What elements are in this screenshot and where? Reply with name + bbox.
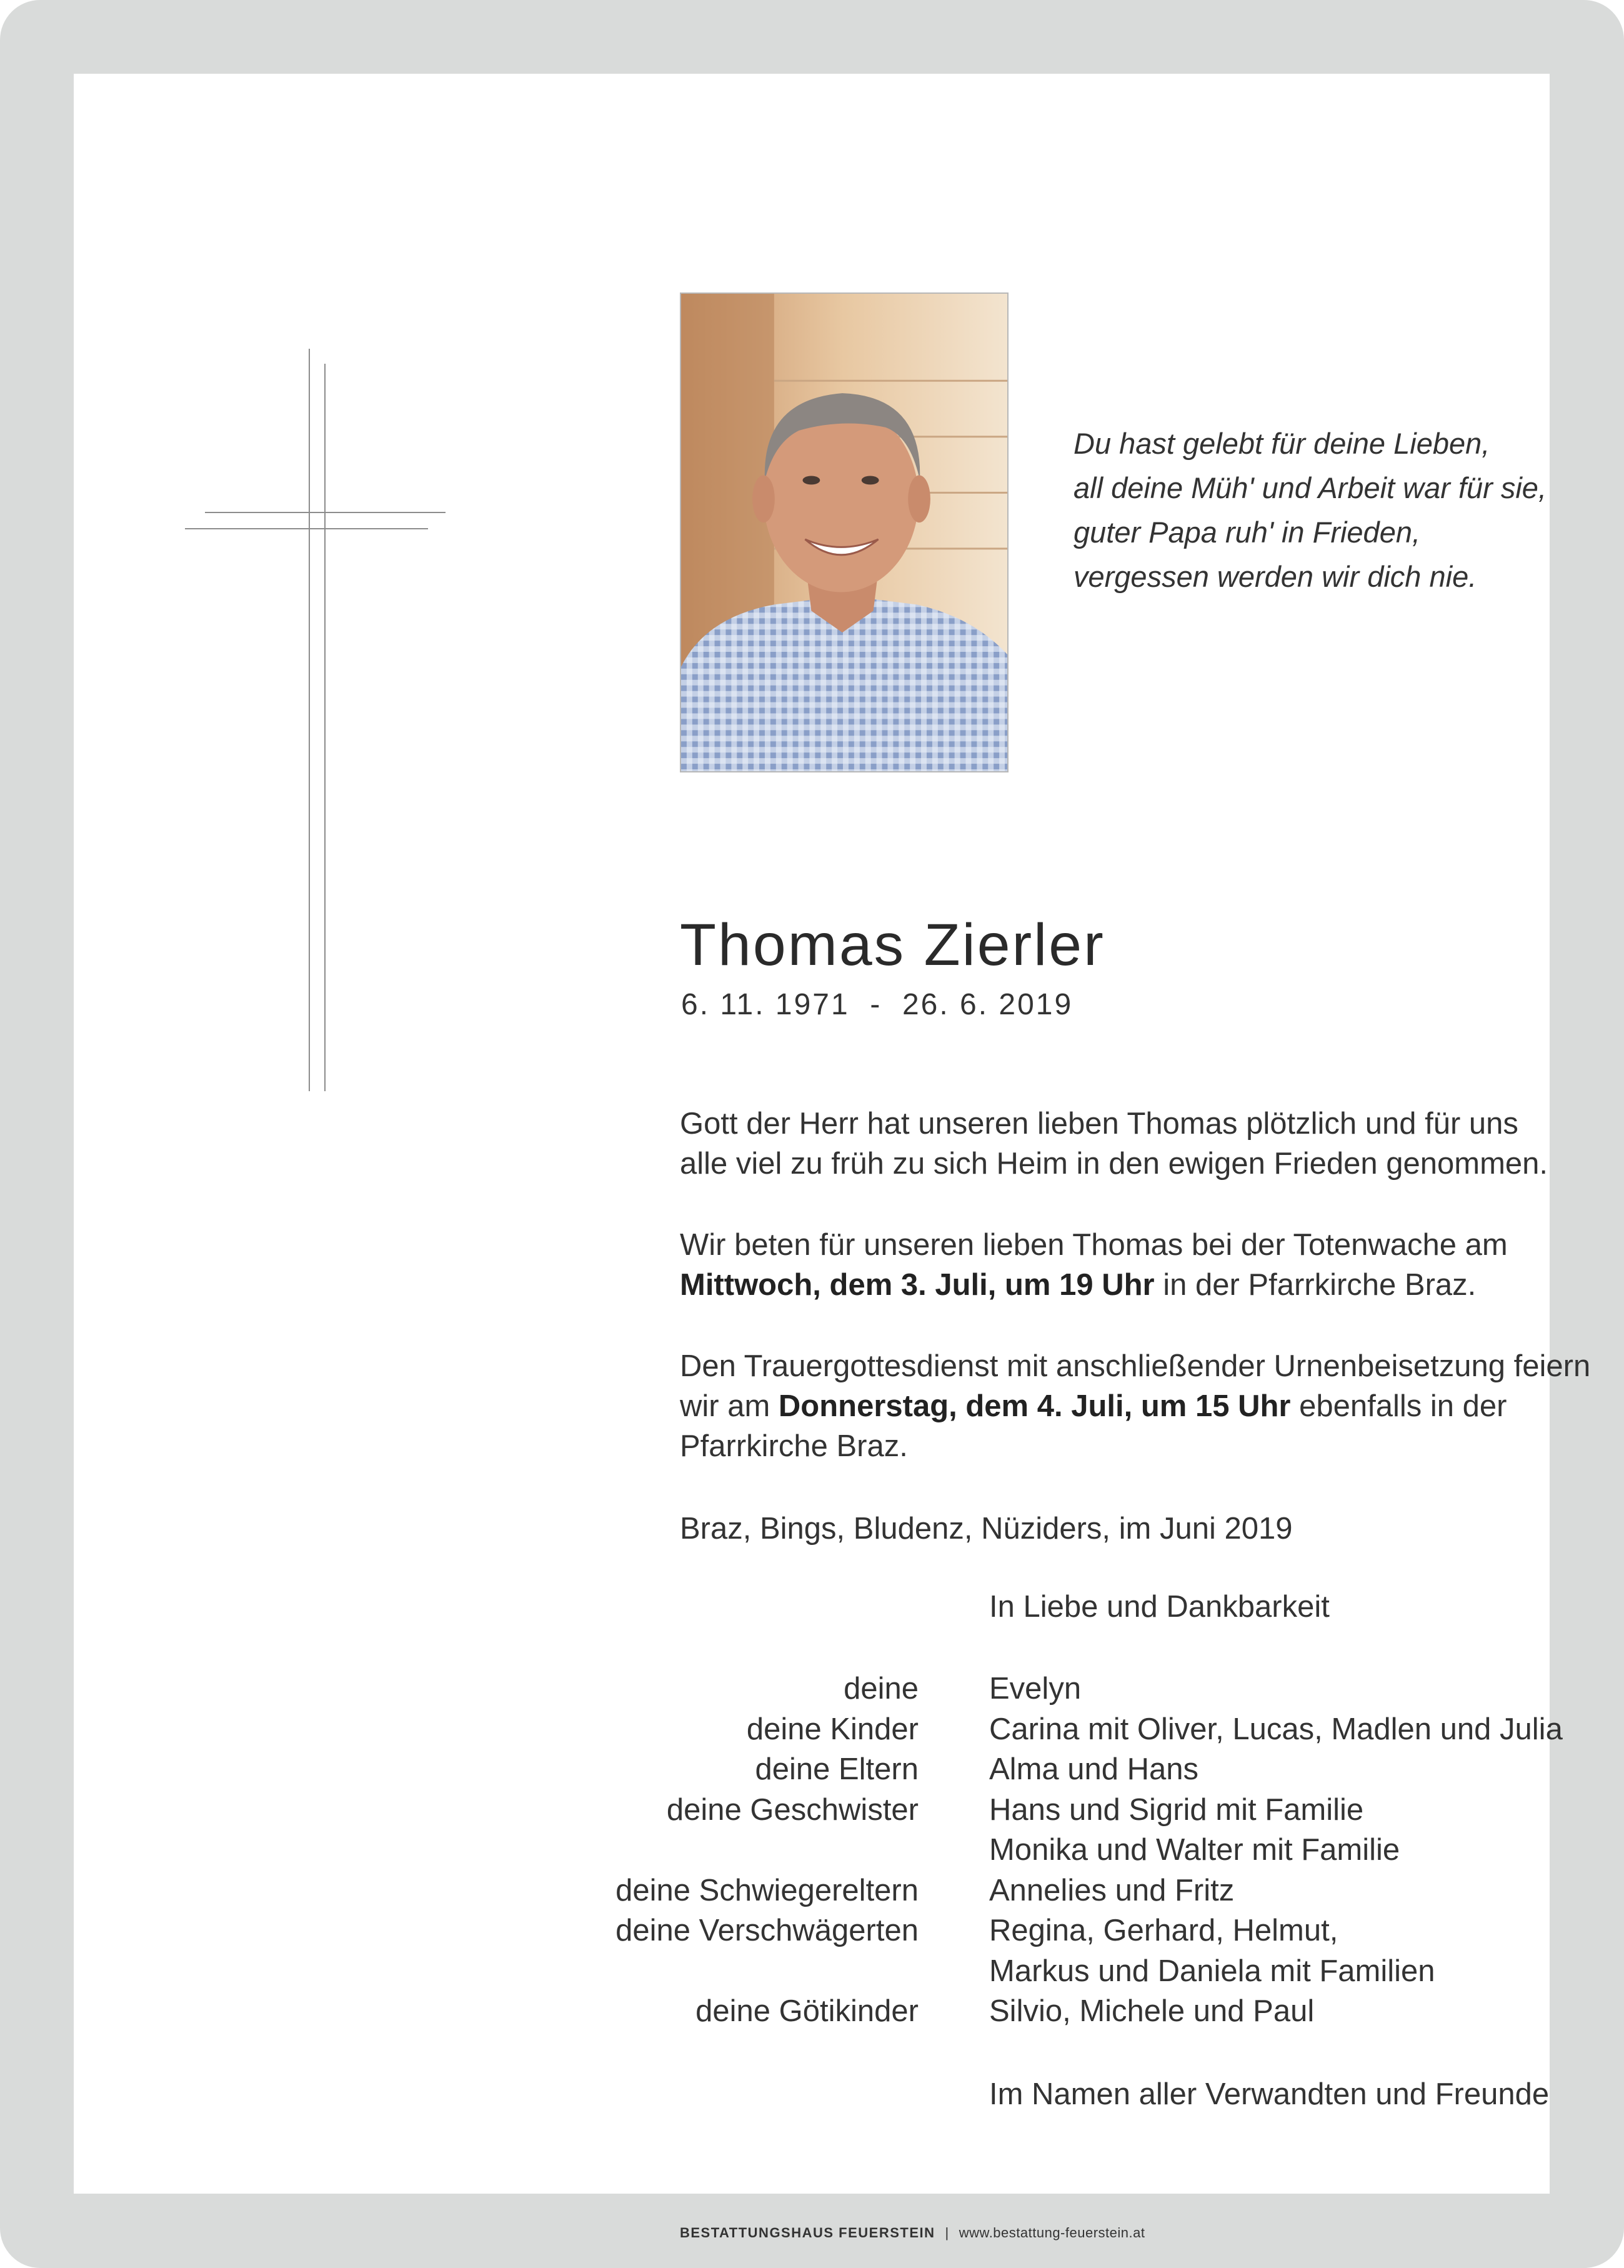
website-link[interactable]: www.bestattung-feuerstein.at [959, 2225, 1145, 2241]
family-names: Alma und Hans [989, 1752, 1199, 1786]
text-fragment: in der Pfarrkirche Braz. [1154, 1268, 1477, 1302]
family-names: Annelies und Fritz [989, 1873, 1235, 1907]
footer-separator: | [945, 2225, 949, 2241]
relation-label: deine Verschwägerten [615, 1914, 919, 1947]
text-fragment: wir am [680, 1389, 779, 1423]
wake-date: Mittwoch, dem 3. Juli, um 19 Uhr [680, 1268, 1155, 1302]
relation-label: deine Kinder [746, 1712, 919, 1746]
text-line [680, 1386, 1586, 1426]
family-names: Markus und Daniela mit Familien [989, 1954, 1435, 1988]
signoff: Im Namen aller Verwandten und Freunde [989, 2077, 1550, 2111]
text-line: Gott der Herr hat unseren lieben Thomas plötzlich und für uns [680, 1107, 1518, 1141]
text-line: Wir beten für unseren lieben Thomas bei der Totenwache am [680, 1228, 1508, 1262]
family-row [74, 1871, 1550, 1911]
family-row [74, 1991, 1550, 2032]
text-line: Pfarrkirche Braz. [680, 1429, 908, 1463]
family-names: Regina, Gerhard, Helmut, [989, 1914, 1338, 1947]
relation-label: deine Eltern [755, 1752, 919, 1786]
announcement-paragraph [680, 1104, 1586, 1184]
text-line: Braz, Bings, Bludenz, Nüziders, im Juni 2019 [680, 1512, 1293, 1546]
family-row [74, 1749, 1550, 1790]
obituary-card [74, 74, 1591, 2241]
relation-label: deine Schwiegereltern [615, 1873, 919, 1907]
family-names: Silvio, Michele und Paul [989, 1994, 1315, 2028]
poem-line: guter Papa ruh' in Frieden, [1074, 516, 1421, 549]
family-row [74, 1951, 1550, 1992]
portrait-photo [680, 292, 1009, 772]
family-names: Carina mit Oliver, Lucas, Madlen und Julia [989, 1712, 1563, 1746]
family-row [74, 1830, 1550, 1871]
text-fragment: ebenfalls in der [1290, 1389, 1507, 1423]
family-names: Monika und Walter mit Familie [989, 1833, 1400, 1867]
funeral-paragraph [680, 1346, 1591, 1466]
family-row [74, 1709, 1563, 1750]
text-line [680, 1265, 1586, 1305]
relation-label: deine [844, 1672, 919, 1706]
family-row [74, 1790, 1550, 1831]
text-line: alle viel zu früh zu sich Heim in den ewigen Frieden genommen. [680, 1147, 1548, 1181]
relation-label: deine Götikinder [695, 1994, 919, 2028]
closing-phrase: In Liebe und Dankbarkeit [989, 1590, 1330, 1624]
relation-label: deine Geschwister [666, 1792, 919, 1827]
family-names: Hans und Sigrid mit Familie [989, 1792, 1364, 1827]
family-names: Evelyn [989, 1672, 1082, 1706]
funeral-date: Donnerstag, dem 4. Juli, um 15 Uhr [778, 1389, 1291, 1423]
family-row [74, 1669, 1550, 1709]
life-dates: 6. 11. 1971 - 26. 6. 2019 [681, 988, 1074, 1021]
deceased-name: Thomas Zierler [680, 912, 1105, 978]
poem-line: Du hast gelebt für deine Lieben, [1074, 427, 1490, 460]
text-line: Den Trauergottesdienst mit anschließender Urnenbeisetzung feiern [680, 1349, 1591, 1383]
wake-paragraph [680, 1225, 1586, 1305]
family-row [74, 1911, 1550, 1951]
place-date-line [680, 1509, 1586, 1549]
footer [680, 2225, 1145, 2241]
poem [1074, 421, 1573, 599]
company-name: BESTATTUNGSHAUS FEUERSTEIN [680, 2225, 935, 2241]
poem-line: all deine Müh' und Arbeit war für sie, [1074, 471, 1547, 504]
poem-line: vergessen werden wir dich nie. [1074, 560, 1477, 593]
family-list [74, 1669, 1563, 2032]
